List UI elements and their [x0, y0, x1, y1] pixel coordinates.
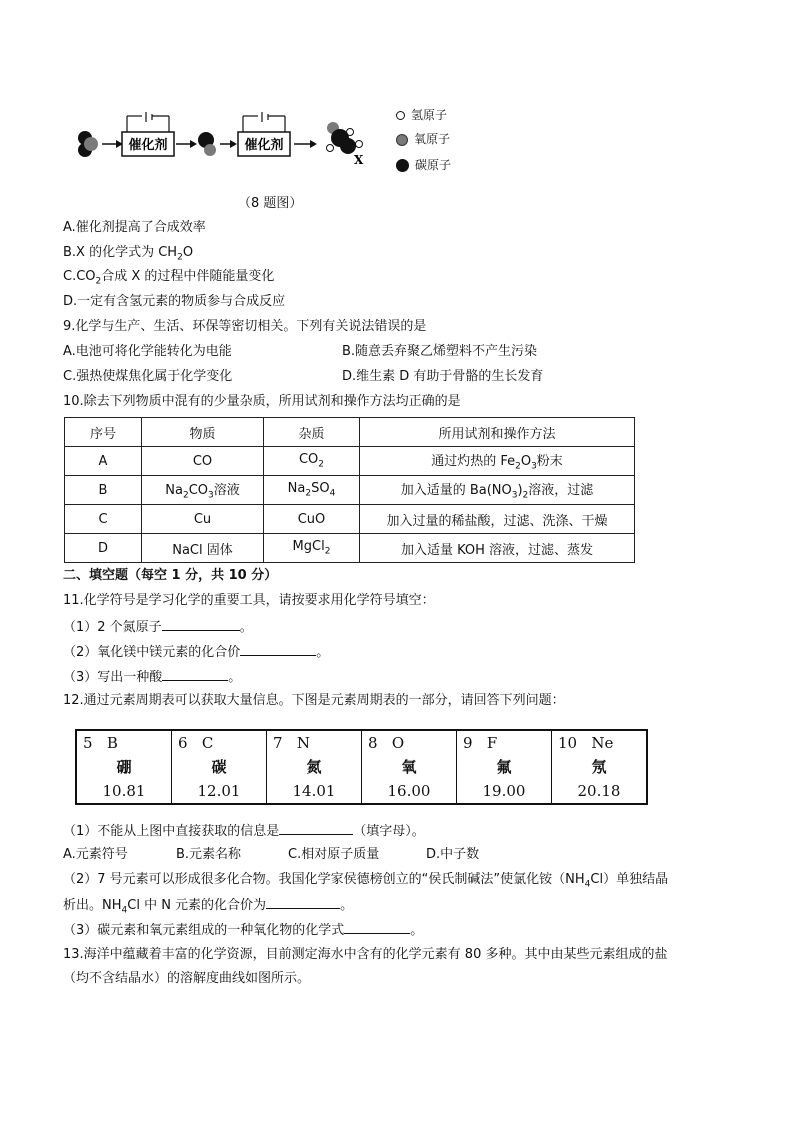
- element-cell: 10 Ne 氖 20.18: [552, 730, 648, 804]
- q11-part1: （1）2 个氮原子 。: [63, 617, 253, 637]
- answer-blank[interactable]: [279, 821, 353, 835]
- q12-stem: 12.通过元素周期表可以获取大量信息。下图是元素周期表的一部分，请回答下列问题：: [63, 693, 565, 708]
- element-cell: 5 B 硼 10.81: [83, 734, 146, 800]
- answer-blank[interactable]: [162, 667, 228, 681]
- carbon-dot-icon: [396, 159, 409, 172]
- row-method: 加入适量 KOH 溶液，过滤、蒸发: [360, 534, 635, 563]
- arrow-icon: [220, 140, 237, 148]
- legend-hydrogen: [396, 106, 447, 123]
- q9-option-b: B.随意丢弃聚乙烯塑料不产生污染: [342, 344, 538, 359]
- q9-option-a: A.电池可将化学能转化为电能: [63, 344, 232, 359]
- q12-option-d: D.中子数: [426, 847, 480, 862]
- row-substance: Cu: [142, 505, 264, 534]
- q8-option-c: $C.CO_2$合成 X 的过程中伴随能量变化: [63, 269, 275, 287]
- q12-option-c: C.相对原子质量: [288, 847, 380, 862]
- arrow-icon: [176, 140, 197, 148]
- row-id: B: [65, 476, 142, 505]
- answer-blank[interactable]: [266, 895, 340, 909]
- figure-caption: （8 题图）: [238, 196, 303, 211]
- q8-option-a: A.催化剂提高了合成效率: [63, 220, 206, 235]
- row-substance: CO: [142, 447, 264, 476]
- table-header-row: [65, 418, 635, 447]
- oxygen-dot-icon: [396, 134, 408, 146]
- row-impurity: $Na_2SO_4$: [264, 476, 360, 505]
- header-method: 所用试剂和操作方法: [360, 418, 635, 447]
- element-cell: 7 N 氮 14.01: [267, 730, 362, 804]
- element-cell: 6 C 碳 12.01: [172, 730, 267, 804]
- q9-option-d: D.维生素 D 有助于骨骼的生长发育: [342, 369, 544, 384]
- impurity-table: [64, 417, 635, 563]
- table-row: [65, 447, 635, 476]
- product-label: X: [354, 153, 364, 167]
- q8-option-d: D.一定有含氢元素的物质参与合成反应: [63, 294, 286, 309]
- row-id: A: [65, 447, 142, 476]
- row-method: 通过灼热的 $Fe_2O_3$粉末: [360, 447, 635, 476]
- q12-part2-line2: 析出。$NH_4Cl$ 中 N 元素的化合价为 。: [63, 895, 353, 920]
- row-substance: $Na_2CO_3$溶液: [142, 476, 264, 505]
- q13-line2: （均不含结晶水）的溶解度曲线如图所示。: [63, 971, 311, 986]
- q12-option-b: B.元素名称: [176, 847, 242, 862]
- q8-option-b: B.X 的化学式为 $CH_2O$: [63, 245, 194, 263]
- section-title: 二、填空题（每空 1 分，共 10 分）: [63, 568, 278, 583]
- answer-blank[interactable]: [240, 642, 316, 656]
- legend-oxygen: [396, 130, 450, 147]
- element-cell: 9 F 氟 19.00: [457, 730, 552, 804]
- row-method: 加入适量的 $Ba(NO_3)_2$溶液，过滤: [360, 476, 635, 505]
- q11-part3: （3）写出一种酸 。: [63, 667, 241, 687]
- q13-line1: 13.海洋中蕴藏着丰富的化学资源，目前测定海水中含有的化学元素有 80 多种。其中由某些元素组成的盐: [63, 947, 668, 962]
- header-id: 序号: [65, 418, 142, 447]
- q10-stem: 10.除去下列物质中混有的少量杂质，所用试剂和操作方法均正确的是: [63, 394, 461, 409]
- row-substance: NaCl 固体: [142, 534, 264, 563]
- hydrogen-dot-icon: [396, 111, 405, 120]
- product-molecule: [327, 122, 363, 154]
- q12-part2-line1: （2）7 号元素可以形成很多化合物。我国化学家侯德榜创立的“侯氏制碱法”使氯化铵$(NH_4Cl)$单独结晶: [63, 872, 669, 890]
- q12-option-a: A.元素符号: [63, 847, 128, 862]
- row-impurity: CuO: [264, 505, 360, 534]
- answer-blank[interactable]: [344, 920, 410, 934]
- arrow-icon: [102, 140, 123, 148]
- legend-carbon: [396, 156, 451, 173]
- row-impurity: $CO_2$: [264, 447, 360, 476]
- q11-part2: （2）氧化镁中镁元素的化合价 。: [63, 642, 329, 662]
- legend-hydrogen-label: 氢原子: [411, 108, 448, 122]
- q12-part3: （3）碳元素和氧元素组成的一种氧化物的化学式 。: [63, 920, 423, 940]
- table-row: [65, 476, 635, 505]
- catalyst-box-1: [122, 112, 174, 156]
- header-impurity: 杂质: [264, 418, 360, 447]
- row-method: 加入过量的稀盐酸，过滤、洗涤、干燥: [360, 505, 635, 534]
- q9-option-c: C.强热使煤焦化属于化学变化: [63, 369, 233, 384]
- row-id: C: [65, 505, 142, 534]
- arrow-icon: [294, 140, 317, 148]
- catalyst-box-2: [238, 112, 290, 156]
- catalyst-label-2: 催化剂: [244, 138, 284, 153]
- header-substance: 物质: [142, 418, 264, 447]
- q12-part1: （1）不能从上图中直接获取的信息是 （填字母）。: [63, 821, 425, 841]
- table-row: [65, 534, 635, 563]
- element-cell: 8 O 氧 16.00: [362, 730, 457, 804]
- row-impurity: MgCl$_2$: [264, 534, 360, 563]
- row-id: D: [65, 534, 142, 563]
- legend-oxygen-label: 氧原子: [414, 132, 451, 146]
- q11-stem: 11.化学符号是学习化学的重要工具，请按要求用化学符号填空：: [63, 593, 435, 608]
- table-row: [65, 505, 635, 534]
- q9-stem: 9.化学与生产、生活、环保等密切相关。下列有关说法错误的是: [63, 319, 427, 334]
- answer-blank[interactable]: [162, 617, 240, 631]
- periodic-table-strip: [75, 729, 648, 805]
- intermediate-molecule: [198, 132, 216, 156]
- legend-carbon-label: 碳原子: [415, 158, 452, 172]
- reactant-molecule: [78, 131, 98, 157]
- catalyst-label-1: 催化剂: [128, 138, 168, 153]
